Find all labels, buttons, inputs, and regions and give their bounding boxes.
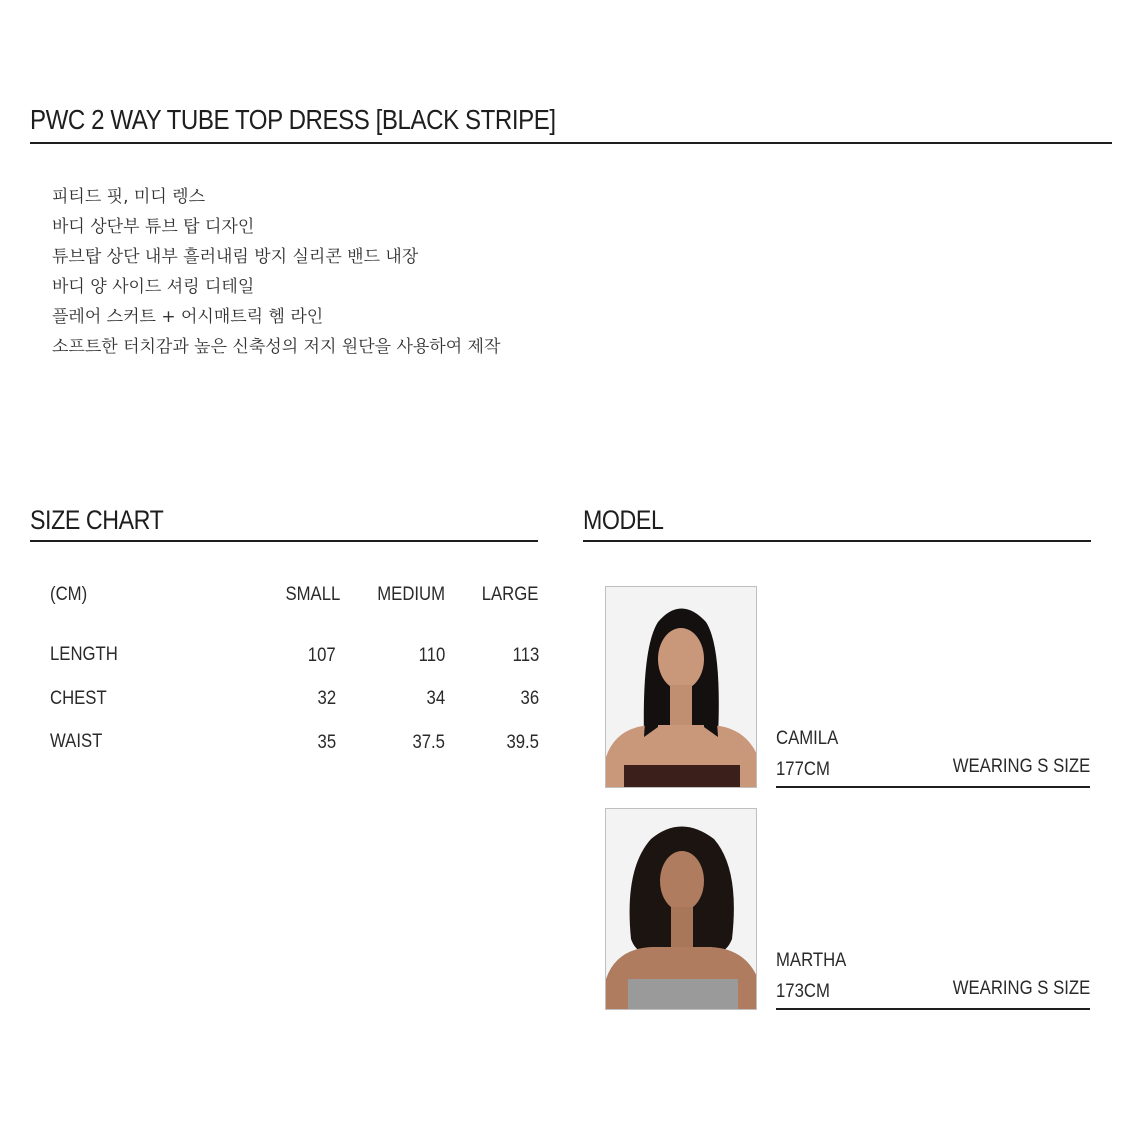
description-line: 플레어 스커트 + 어시매트릭 헴 라인 [52, 307, 324, 327]
top-shape [624, 765, 740, 788]
model-photo-camila [605, 586, 757, 788]
table-cell: 36 [520, 688, 539, 709]
model-photo-martha [605, 808, 757, 1010]
size-chart-divider [30, 540, 538, 542]
title-divider [30, 142, 1112, 144]
description-line: 소프트한 터치감과 높은 신축성의 저지 원단을 사용하여 제작 [52, 337, 501, 357]
description-line: 바디 상단부 튜브 탑 디자인 [52, 217, 255, 237]
column-header-small: SMALL [285, 584, 340, 605]
row-label: CHEST [50, 688, 107, 709]
table-cell: 37.5 [412, 732, 445, 753]
top-shape [628, 979, 738, 1010]
description-line: 바디 양 사이드 셔링 디테일 [52, 277, 255, 297]
column-header-large: LARGE [481, 584, 538, 605]
model-divider-camila [776, 786, 1090, 788]
model-height: 177CM [776, 759, 830, 780]
table-cell: 113 [512, 645, 539, 666]
model-divider-martha [776, 1008, 1090, 1010]
table-cell: 35 [317, 732, 336, 753]
table-cell: 32 [317, 688, 336, 709]
table-cell: 110 [418, 645, 445, 666]
table-cell: 107 [308, 645, 336, 666]
size-chart-heading: SIZE CHART [30, 505, 164, 535]
row-label: LENGTH [50, 644, 118, 665]
unit-label: (CM) [50, 584, 88, 605]
description-line: 튜브탑 상단 내부 흘러내림 방지 실리콘 밴드 내장 [52, 247, 419, 267]
model-wearing-size: WEARING S SIZE [952, 978, 1090, 999]
column-header-medium: MEDIUM [377, 584, 445, 605]
model-name: MARTHA [776, 950, 847, 971]
model-name: CAMILA [776, 728, 839, 749]
table-cell: 34 [426, 688, 445, 709]
table-cell: 39.5 [506, 732, 539, 753]
product-description [52, 182, 500, 362]
row-label: WAIST [50, 731, 103, 752]
model-heading: MODEL [583, 505, 664, 535]
product-title: PWC 2 WAY TUBE TOP DRESS [BLACK STRIPE] [30, 104, 556, 135]
model-height: 173CM [776, 981, 830, 1002]
model-divider [583, 540, 1091, 542]
description-line: 피티드 핏, 미디 렝스 [52, 187, 205, 207]
model-wearing-size: WEARING S SIZE [952, 756, 1090, 777]
